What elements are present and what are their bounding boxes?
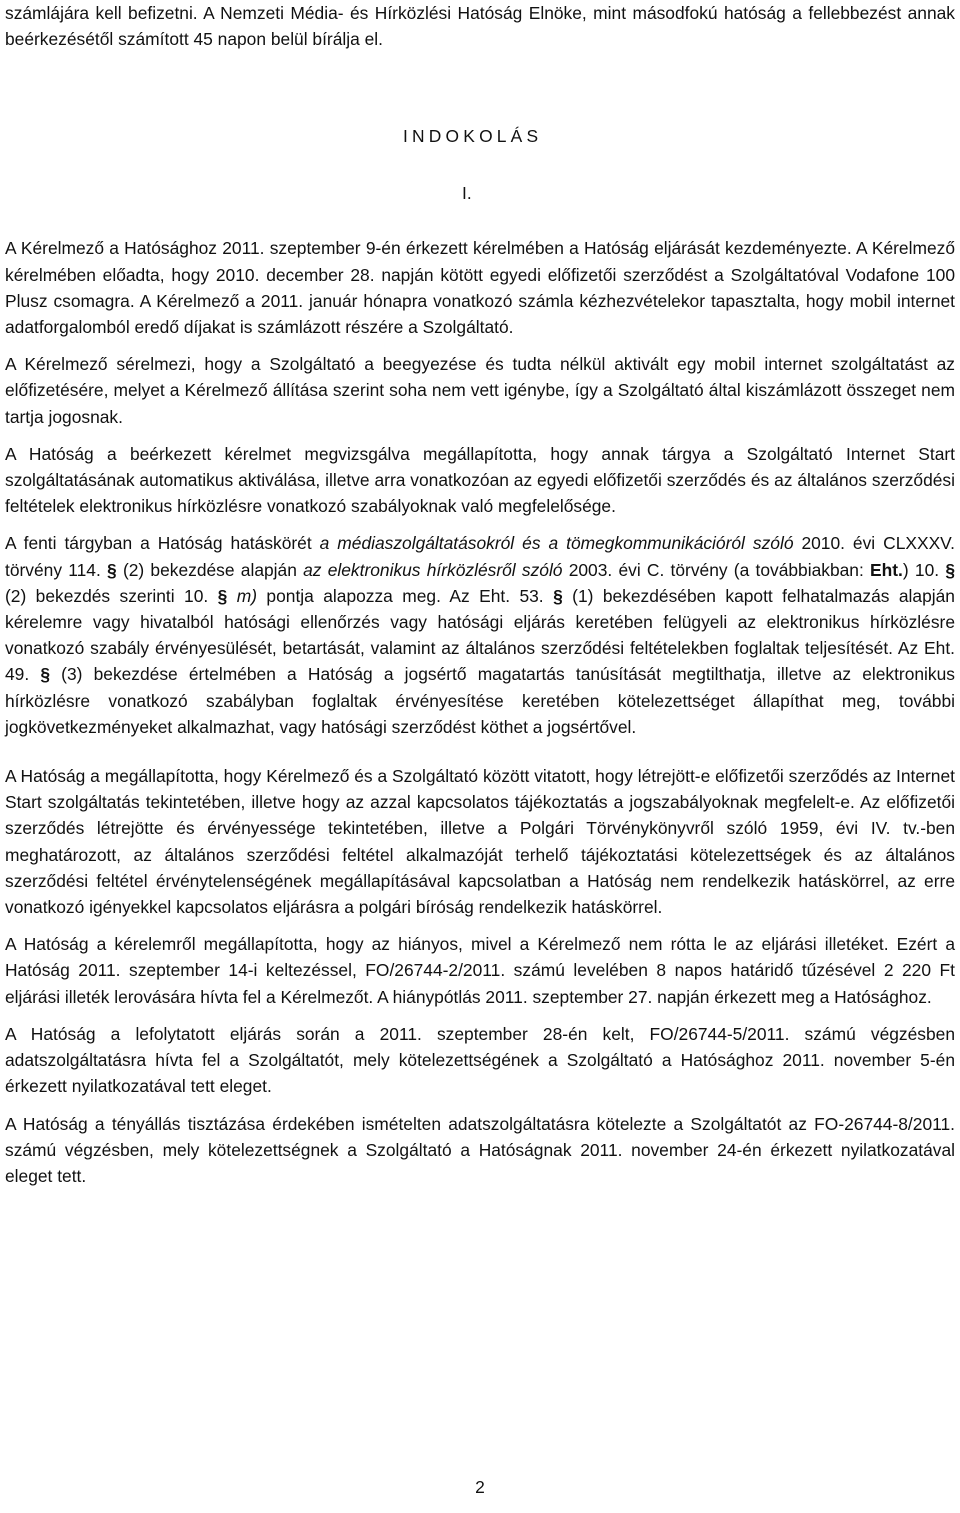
p4-text-f: 2003. évi C. törvény (a továbbiakban: xyxy=(562,559,871,580)
section-sign-2: § xyxy=(945,559,955,580)
paragraph-4 xyxy=(5,530,955,740)
paragraph-3: A Hatóság a beérkezett kérelmet megvizsgálva megállapította, hogy annak tárgya a Szolgáltató Internet Start szolgáltatásának automatikus aktiválása, illetve arra vonatkozóan az egyedi előfizetői szerződés és az általános szerződési feltételek elektronikus hírközlésre vonatkozó szabályoknak való megfelelősége. xyxy=(5,443,955,517)
p4-text-d: (2) bekezdése alapján xyxy=(116,559,304,580)
p4-point-m: m) xyxy=(236,585,258,606)
p4-text-h: ) 10. xyxy=(902,559,946,580)
p4-text-l: pontja alapozza meg. Az Eht. 53. xyxy=(257,585,554,606)
page-number: 2 xyxy=(475,1477,485,1497)
paragraph-6: A Hatóság a kérelemről megállapította, hogy az hiányos, mivel a Kérelmező nem rótta le az eljárási illetéket. Ezért a Hatóság 2011. szeptember 14-i keltezéssel, FO/26744-2/2011. számú levelében 8 napos határidő tűzésével 2 220 Ft eljárási illeték lerovására hívta fel a Kérelmezőt. A hiánypótlás 2011. szeptember 27. napján érkezett meg a Hatósághoz. xyxy=(5,934,955,1007)
paragraph-7: A Hatóság a lefolytatott eljárás során a 2011. szeptember 28-én kelt, FO/26744-5/2011. számú végzésben adatszolgáltatásra hívta fel a Szolgáltatót, mely kötelezettségének a Szolgáltató a Hatósághoz 2011. november 5-én érkezett nyilatkozatával tett eleget. xyxy=(5,1023,955,1097)
p4-text-j xyxy=(227,586,236,606)
p4-text-n: (3) bekezdése értelmében a Hatóság a jogsértő magatartás tanúsítását megtilthatja, illetve az elektronikus hírközlésre vonatkozó szabályban foglaltak érvényesítése keretében kötelezettséget állapíthat meg, további jogkövetkezményeket alkalmazhat, vagy hatósági szerződést köthet a jogsértővel. xyxy=(5,664,955,737)
paragraph-top: számlájára kell befizetni. A Nemzeti Média- és Hírközlési Hatóság Elnöke, mint másodfokú hatóság a fellebbezést annak beérkezésétől számított 45 napon belül bírálja el. xyxy=(5,3,955,50)
section-sign-4: § xyxy=(553,585,563,606)
p4-abbrev-eht: Eht. xyxy=(870,559,903,580)
p4-text-i: (2) bekezdés szerinti 10. xyxy=(5,585,218,606)
section-number: I. xyxy=(462,183,472,203)
document-body xyxy=(5,0,955,1189)
p4-law-title-ehirkozles: az elektronikus hírközlésről szóló xyxy=(303,559,563,580)
section-sign-5: § xyxy=(40,664,51,685)
paragraph-5: A Hatóság a megállapította, hogy Kérelmező és a Szolgáltató között vitatott, hogy létrejött-e előfizetői szerződés az Internet Start szolgáltatás tekintetében, illetve hogy az azzal kapcsolatos tájékoztatás a jogszabályoknak megfelelt-e. Az előfizetői szerződés létrejötte és érvényessége tekintetében, illetve a Polgári Törvénykönyvről szóló 1959, évi IV. tv.-ben meghatározott, az általános szerződési feltétel alkalmazóját terhelő tájékoztatási kötelezettségek és az általános szerződési feltétel érvénytelenségének megállapításával kapcsolatban a Hatóság nem rendelkezik hatáskörrel, az erre vonatkozó igényekkel kapcsolatos eljárásra a polgári bíróság rendelkezik hatáskörrel. xyxy=(5,766,955,918)
section-sign-3: § xyxy=(217,585,228,606)
p4-text-a: A fenti tárgyban a Hatóság hatáskörét xyxy=(5,533,320,554)
p4-text-c: 2010. évi CLXXXV. törvény 114. xyxy=(5,533,955,580)
paragraph-1: A Kérelmező a Hatósághoz 2011. szeptember 9-én érkezett kérelmében a Hatóság eljárását kezdeményezte. A Kérelmező kérelmében előadta, hogy 2010. december 28. napján kötött egyedi előfizetői szerződést a Szolgáltatóval Vodafone 100 Plusz csomagra. A Kérelmező a 2011. január hónapra vonatkozó számla kézhezvételekor tapasztalta, hogy mobil internet adatforgalomból eredő díjakat is számlázott részére a Szolgáltató. xyxy=(5,238,955,338)
paragraph-2: A Kérelmező sérelmezi, hogy a Szolgáltató a beegyezése és tudta nélkül aktivált egy mobil internet szolgáltatást az előfizetésére, melyet a Kérelmező állítása szerint soha nem vett igénybe, így a Szolgáltató által kiszámlázott összeget nem tartja jogosnak. xyxy=(5,354,955,427)
section-sign-1: § xyxy=(107,559,117,580)
p4-text-m: (1) bekezdésében kapott felhatalmazás alapján kérelemre vagy hivatalból hatósági ellenőrzés vagy hatósági eljárás keretében felügyeli az elektronikus hírközlésre vonatkozó szabály érvényesülését, betartását, valamint az általános szerződési feltételekben foglaltak teljesítését. Az Eht. 49. xyxy=(5,585,955,685)
paragraph-8: A Hatóság a tényállás tisztázása érdekében ismételten adatszolgáltatásra kötelezte a Szolgáltatót az FO-26744-8/2011. számú végzésben, mely kötelezettségnek a Szolgáltató a Hatóságnak 2011. november 24-én érkezett nyilatkozatával eleget tett. xyxy=(5,1113,955,1186)
section-heading: INDOKOLÁS xyxy=(403,126,543,146)
p4-law-title-media: a médiaszolgáltatásokról és a tömegkommunikációról szóló xyxy=(319,533,794,554)
